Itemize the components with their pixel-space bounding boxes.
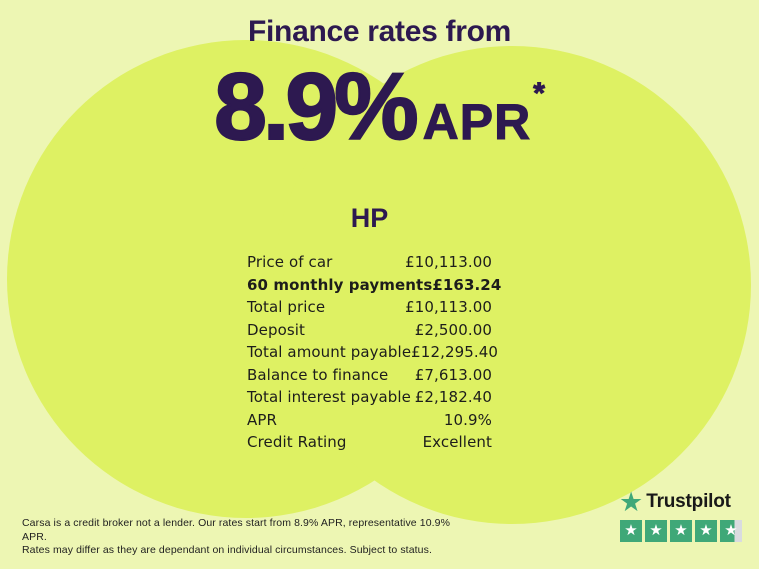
apr-label: APR — [422, 94, 532, 150]
trustpilot-star-icon: ★ — [619, 487, 644, 517]
rate-headline — [0, 54, 759, 160]
star-icon: ★ — [624, 522, 638, 539]
trustpilot-badge — [619, 489, 743, 542]
trustpilot-star — [670, 520, 692, 542]
row-value: Excellent — [422, 433, 492, 452]
finance-table-row — [247, 431, 492, 454]
row-value: £2,500.00 — [414, 320, 492, 339]
disclaimer-line-2: Rates may differ as they are dependant on individual circumstances. Subject to status. — [22, 544, 432, 556]
trustpilot-star — [720, 520, 742, 542]
trustpilot-star — [620, 520, 642, 542]
star-icon: ★ — [724, 522, 738, 539]
rate-value: 8.9% — [214, 54, 415, 160]
finance-table-row — [247, 409, 492, 432]
row-label: 60 monthly payments — [247, 275, 433, 294]
apr-asterisk: * — [533, 77, 545, 110]
row-label: Credit Rating — [247, 433, 347, 452]
row-label: Deposit — [247, 320, 306, 339]
row-label: Price of car — [247, 253, 333, 272]
row-label: APR — [247, 410, 278, 429]
row-value: 10.9% — [443, 410, 492, 429]
trustpilot-brand: Trustpilot — [646, 491, 731, 512]
finance-table-row — [247, 341, 499, 364]
row-value: £7,613.00 — [414, 365, 492, 384]
finance-table-row — [247, 364, 492, 387]
page-title: Finance rates from — [247, 15, 512, 48]
star-icon: ★ — [674, 522, 688, 539]
row-value: £10,113.00 — [405, 298, 492, 317]
trustpilot-logo — [619, 489, 743, 515]
trustpilot-rating — [620, 520, 743, 542]
product-heading: HP — [350, 203, 389, 233]
row-value: £12,295.40 — [411, 343, 499, 362]
finance-table-row — [247, 296, 492, 319]
row-value: £2,182.40 — [414, 388, 492, 407]
finance-table-row — [247, 251, 492, 274]
finance-table-row — [247, 319, 492, 342]
row-value: £163.24 — [432, 275, 502, 294]
disclaimer-text — [22, 517, 462, 558]
row-label: Total interest payable — [247, 388, 412, 407]
row-value: £10,113.00 — [405, 253, 492, 272]
finance-table — [247, 251, 502, 454]
finance-table-row — [247, 386, 492, 409]
finance-table-row — [247, 274, 502, 297]
trustpilot-star — [695, 520, 717, 542]
row-label: Total price — [247, 298, 326, 317]
row-label: Total amount payable — [247, 343, 412, 362]
trustpilot-star — [645, 520, 667, 542]
row-label: Balance to finance — [247, 365, 389, 384]
star-icon: ★ — [649, 522, 663, 539]
star-icon: ★ — [699, 522, 713, 539]
disclaimer-line-1: Carsa is a credit broker not a lender. Our rates start from 8.9% APR, representative 10.9% APR. — [22, 517, 451, 543]
